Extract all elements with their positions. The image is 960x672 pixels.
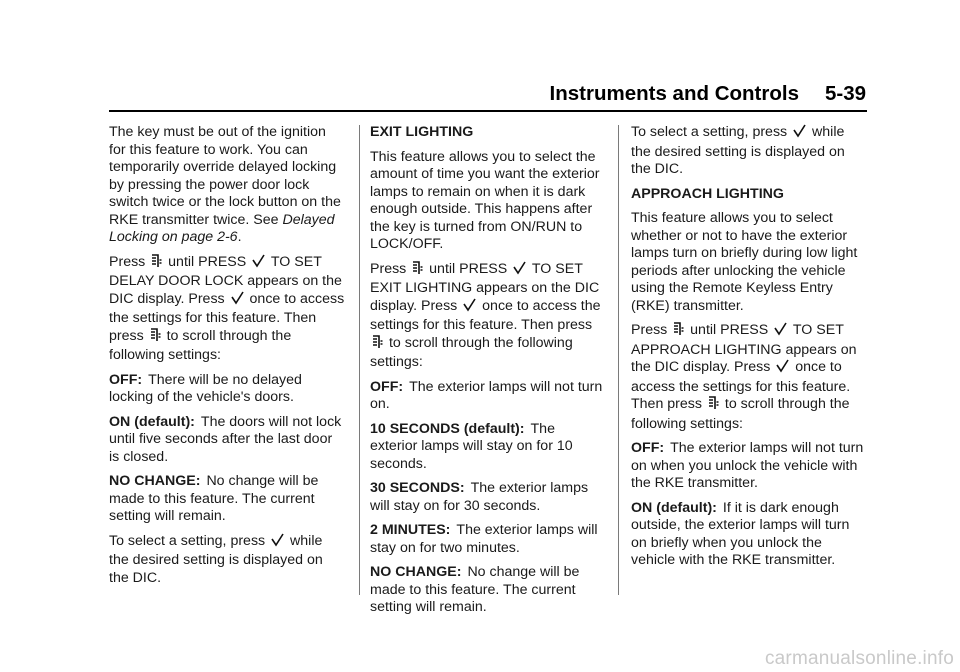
setting-off: OFF: The exterior lamps will not turn on. [370, 378, 603, 412]
setting-30-seconds: 30 SECONDS: The exterior lamps will stay on for 30 seconds. [370, 480, 589, 514]
checkmark-icon [774, 322, 787, 342]
cross-reference: Delayed Locking on page 2-6 [109, 211, 335, 245]
checkmark-icon [231, 291, 244, 311]
setting-off: OFF: There will be no delayed locking of the vehicle's doors. [109, 371, 302, 405]
select-instruction: To select a setting, press while the desired setting is displayed on the DIC. [109, 532, 323, 586]
instruction-paragraph: Press until PRESS TO SET DELAY DOOR LOCK appears on the DIC display. Press once to access the settings for this feature. Then press to scroll through the following settings: [109, 253, 345, 363]
checkmark-icon [463, 298, 476, 318]
column-divider-1 [359, 125, 360, 595]
section-heading: EXIT LIGHTING [370, 124, 474, 140]
header-rule [109, 110, 867, 112]
column-2 [370, 124, 606, 624]
page-header [0, 82, 866, 106]
dic-menu-icon [412, 261, 423, 281]
column-3 [631, 124, 867, 577]
column-1 [109, 124, 345, 594]
dic-menu-icon [673, 322, 684, 342]
setting-10-seconds: 10 SECONDS (default): The exterior lamps will stay on for 10 seconds. [370, 420, 573, 472]
setting-on-default: ON (default): If it is dark enough outside, the exterior lamps will turn on briefly when you unlock the vehicle with the RKE transmitter. [631, 499, 850, 568]
setting-on-default: ON (default): The doors will not lock until five seconds after the last door is closed. [109, 413, 342, 465]
column-divider-2 [618, 125, 619, 595]
section-heading: APPROACH LIGHTING [631, 185, 784, 202]
paragraph: This feature allows you to select the amount of time you want the exterior lamps to remain on when it is dark enough outside. This happens after the key is turned from ON/RUN to LOCK/OFF. [370, 148, 600, 252]
setting-no-change: NO CHANGE: No change will be made to this feature. The current setting will remain. [370, 564, 580, 615]
checkmark-icon [513, 261, 526, 281]
dic-menu-icon [150, 328, 161, 348]
paragraph: This feature allows you to select whether or not to have the exterior lamps turn on briefly during low light periods after unlocking the vehicle using the Remote Keyless Entry (RKE) transmitter. [631, 210, 858, 314]
setting-off: OFF: The exterior lamps will not turn on when you unlock the vehicle with the RKE transmitter. [631, 440, 864, 491]
instruction-paragraph: Press until PRESS TO SET EXIT LIGHTING appears on the DIC display. Press once to access the settings for this feature. Then press to scroll through the following settings: [370, 260, 601, 370]
setting-no-change: NO CHANGE: No change will be made to this feature. The current setting will remain. [109, 473, 319, 524]
dic-menu-icon [372, 335, 383, 355]
checkmark-icon [776, 359, 789, 379]
watermark: carmanualsonline.info [764, 648, 954, 669]
setting-2-minutes: 2 MINUTES: The exterior lamps will stay on for two minutes. [370, 522, 598, 556]
instruction-paragraph: Press until PRESS TO SET APPROACH LIGHTING appears on the DIC display. Press once to access the settings for this feature. Then press to scroll through the following settings: [631, 322, 857, 432]
paragraph: The key must be out of the ignition for this feature to work. You can temporarily override delayed locking by pressing the power door lock switch twice or the lock button on the RKE transmitter twice. See Delayed Locking on page 2-6. [109, 124, 341, 245]
checkmark-icon [252, 254, 265, 274]
checkmark-icon [271, 533, 284, 553]
dic-menu-icon [708, 396, 719, 416]
select-instruction: To select a setting, press while the desired setting is displayed on the DIC. [631, 124, 845, 177]
dic-menu-icon [151, 254, 162, 274]
page-number: 5-39 [824, 82, 866, 105]
section-title: Instruments and Controls [549, 82, 799, 105]
checkmark-icon [793, 124, 806, 144]
